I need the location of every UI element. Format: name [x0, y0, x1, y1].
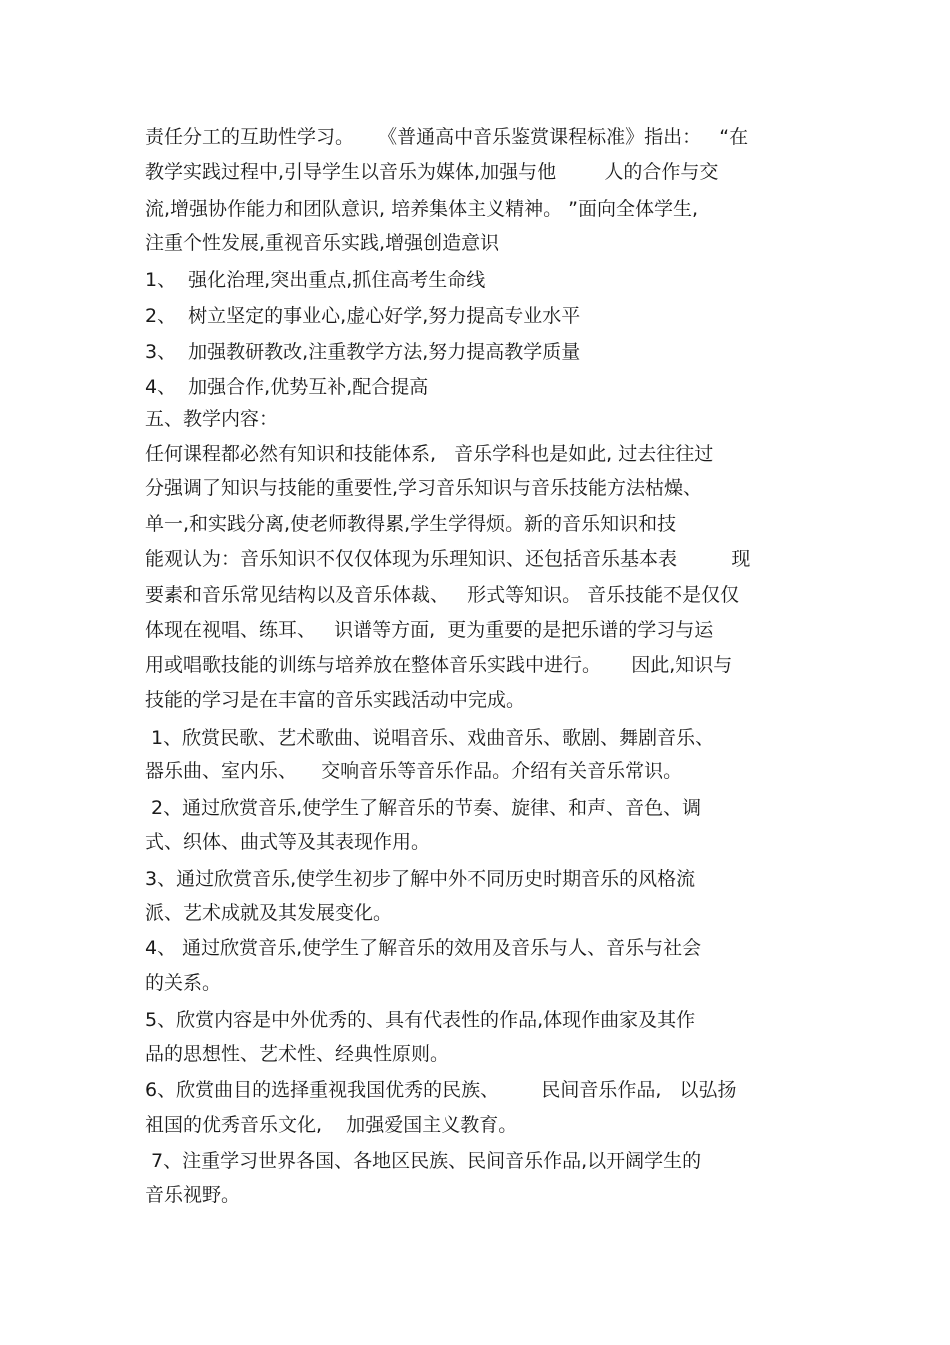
list-item: 5、欣赏内容是中外优秀的、具有代表性的作品,体现作曲家及其作 — [145, 1009, 696, 1031]
list-item: 祖国的优秀音乐文化, 加强爱国主义教育。 — [145, 1114, 518, 1136]
section-heading: 五、教学内容： — [145, 408, 279, 430]
list-item: 7、注重学习世界各国、各地区民族、民间音乐作品,以开阔学生的 — [145, 1150, 702, 1172]
list-item: 1、 强化治理,突出重点,抓住高考生命线 — [145, 269, 486, 291]
list-item: 的关系。 — [145, 972, 222, 994]
text-line: 注重个性发展,重视音乐实践,增强创造意识 — [145, 232, 500, 254]
list-item: 6、欣赏曲目的选择重视我国优秀的民族、 民间音乐作品, 以弘扬 — [145, 1079, 737, 1101]
text-line: 分强调了知识与技能的重要性,学习音乐知识与音乐技能方法枯燥、 — [145, 477, 703, 499]
text-line: 责任分工的互助性学习。 《普通高中音乐鉴赏课程标准》指出： “在 — [145, 126, 749, 148]
list-item: 3、 加强教研教改,注重教学方法,努力提高教学质量 — [145, 341, 581, 363]
list-item: 器乐曲、室内乐、 交响音乐等音乐作品。介绍有关音乐常识。 — [145, 760, 683, 782]
text-line: 教学实践过程中,引导学生以音乐为媒体,加强与他 人的合作与交 — [145, 161, 719, 183]
list-item: 4、 通过欣赏音乐,使学生了解音乐的效用及音乐与人、音乐与社会 — [145, 937, 702, 959]
text-line: 要素和音乐常见结构以及音乐体裁、 形式等知识。 音乐技能不是仅仅 — [145, 584, 740, 606]
list-item: 1、欣赏民歌、艺术歌曲、说唱音乐、戏曲音乐、歌剧、舞剧音乐、 — [145, 727, 715, 749]
list-item: 音乐视野。 — [145, 1184, 241, 1206]
text-line: 任何课程都必然有知识和技能体系, 音乐学科也是如此, 过去往往过 — [145, 443, 714, 465]
list-item: 式、织体、曲式等及其表现作用。 — [145, 831, 431, 853]
list-item: 4、 加强合作,优势互补,配合提高 — [145, 376, 429, 398]
text-line: 体现在视唱、练耳、 识谱等方面, 更为重要的是把乐谱的学习与运 — [145, 619, 714, 641]
list-item: 派、艺术成就及其发展变化。 — [145, 902, 393, 924]
text-line: 单一,和实践分离,使老师教得累,学生学得烦。新的音乐知识和技 — [145, 513, 677, 535]
text-line: 流,增强协作能力和团队意识, 培养集体主义精神。 ”面向全体学生, — [145, 198, 699, 220]
text-line: 能观认为：音乐知识不仅仅体现为乐理知识、还包括音乐基本表 现 — [145, 548, 751, 570]
text-line: 技能的学习是在丰富的音乐实践活动中完成。 — [145, 689, 526, 711]
list-item: 3、通过欣赏音乐,使学生初步了解中外不同历史时期音乐的风格流 — [145, 868, 696, 890]
list-item: 2、通过欣赏音乐,使学生了解音乐的节奏、旋律、和声、音色、调 — [145, 797, 702, 819]
list-item: 2、 树立坚定的事业心,虚心好学,努力提高专业水平 — [145, 305, 581, 327]
list-item: 品的思想性、艺术性、经典性原则。 — [145, 1043, 450, 1065]
text-line: 用或唱歌技能的训练与培养放在整体音乐实践中进行。 因此,知识与 — [145, 654, 733, 676]
